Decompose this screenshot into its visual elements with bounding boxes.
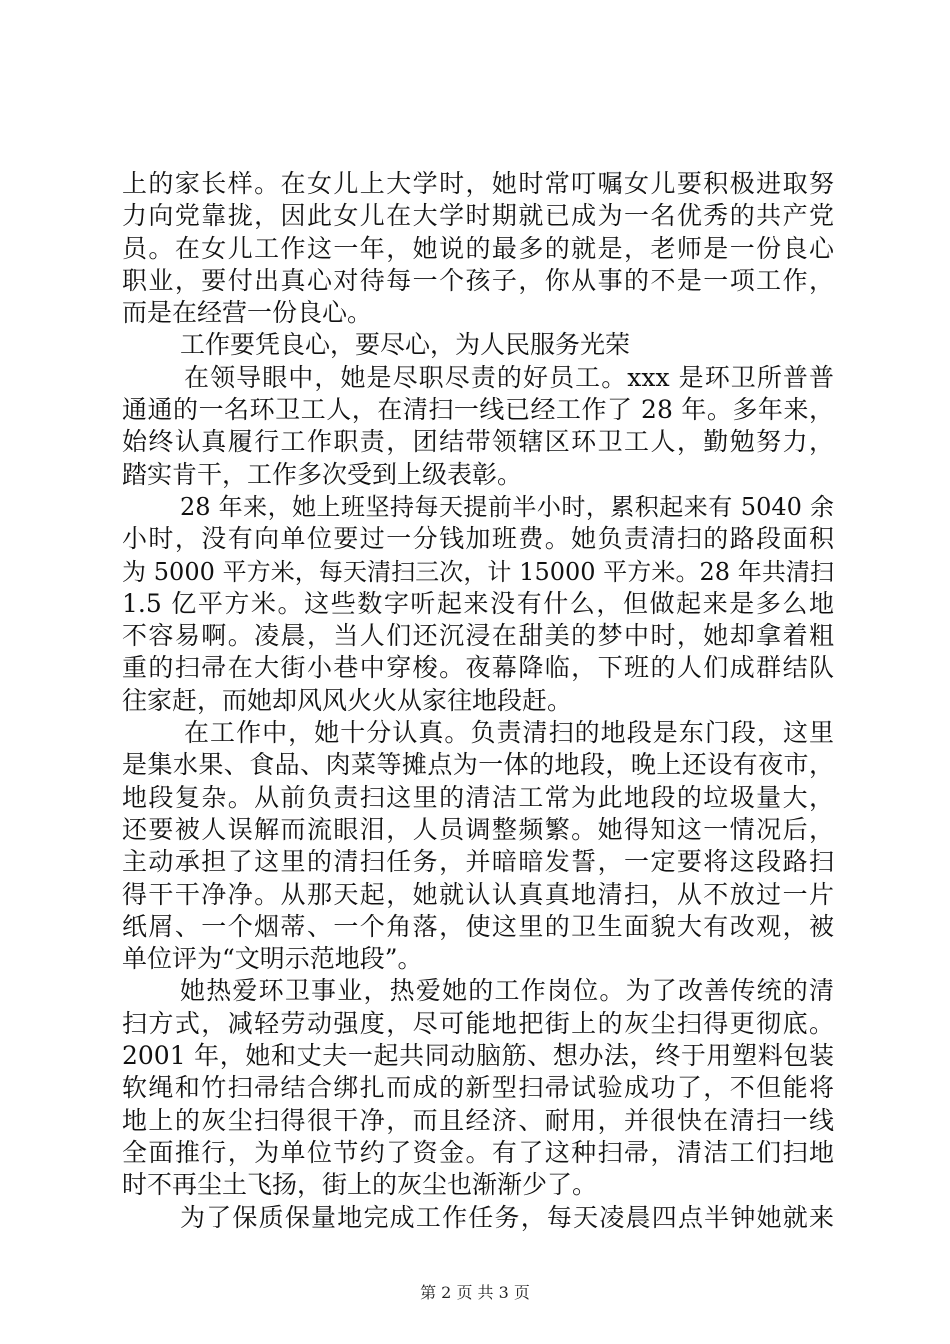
text-line: 力向党靠拢，因此女儿在大学时期就已成为一名优秀的共产党 — [122, 201, 834, 231]
text-line: 往家赶，而她却风风火火从家往地段赶。 — [122, 685, 573, 715]
text-line: 还要被人误解而流眼泪，人员调整频繁。她得知这一情况后， — [122, 814, 834, 844]
text-line: 为了保质保量地完成工作任务，每天凌晨四点半钟她就来 — [180, 1202, 834, 1232]
text-line: 1.5 亿平方米。这些数字听起来没有什么，但做起来是多么地 — [122, 588, 834, 618]
text-line: 重的扫帚在大街小巷中穿梭。夜幕降临，下班的人们成群结队 — [122, 653, 834, 683]
text-line: 地段复杂。从前负责扫这里的清洁工常为此地段的垃圾量大， — [122, 782, 834, 812]
text-line: 全面推行，为单位节约了资金。有了这种扫帚，清洁工们扫地 — [122, 1137, 834, 1167]
text-line: 是集水果、食品、肉菜等摊点为一体的地段，晚上还设有夜市， — [122, 750, 834, 780]
text-line: 通通的一名环卫工人，在清扫一线已经工作了 28 年。多年来， — [122, 395, 834, 425]
text-line: 为 5000 平方米，每天清扫三次，计 15000 平方米。28 年共清扫 — [122, 557, 834, 586]
text-line: 28 年来，她上班坚持每天提前半小时，累积起来有 5040 余 — [180, 492, 834, 521]
text-line: 员。在女儿工作这一年，她说的最多的就是，老师是一份良心 — [122, 233, 834, 263]
text-line: 始终认真履行工作职责，团结带领辖区环卫工人，勤勉努力， — [122, 427, 834, 457]
page-footer: 第 2 页 共 3 页 — [420, 1283, 530, 1302]
text-line: 纸屑、一个烟蒂、一个角落，使这里的卫生面貌大有改观，被 — [122, 911, 834, 941]
text-line: 她热爱环卫事业，热爱她的工作岗位。为了改善传统的清 — [180, 976, 834, 1006]
text-line: 扫方式，减轻劳动强度，尽可能地把街上的灰尘扫得更彻底。 — [122, 1008, 834, 1038]
text-line: 职业，要付出真心对待每一个孩子，你从事的不是一项工作， — [122, 265, 834, 295]
text-line: 而是在经营一份良心。 — [122, 298, 373, 328]
text-line: 时不再尘土飞扬，街上的灰尘也渐渐少了。 — [122, 1170, 598, 1200]
text-line: 软绳和竹扫帚结合绑扎而成的新型扫帚试验成功了，不但能将 — [122, 1073, 834, 1103]
body-text — [122, 168, 834, 1234]
text-line: 单位评为“文明示范地段”。 — [122, 944, 423, 974]
text-line: 主动承担了这里的清扫任务，并暗暗发誓，一定要将这段路扫 — [122, 847, 834, 877]
text-line: 上的家长样。在女儿上大学时，她时常叮嘱女儿要积极进取努 — [122, 169, 834, 198]
text-line: 工作要凭良心，要尽心，为人民服务光荣 — [180, 330, 631, 360]
text-line: 地上的灰尘扫得很干净，而且经济、耐用，并很快在清扫一线 — [122, 1105, 834, 1135]
text-line: 踏实肯干，工作多次受到上级表彰。 — [122, 459, 523, 489]
text-line: 得干干净净。从那天起，她就认认真真地清扫，从不放过一片 — [122, 879, 834, 909]
text-line: 不容易啊。凌晨，当人们还沉浸在甜美的梦中时，她却拿着粗 — [122, 621, 834, 651]
text-line: 2001 年，她和丈夫一起共同动脑筋、想办法，终于用塑料包装 — [122, 1041, 834, 1071]
text-line: 在领导眼中，她是尽职尽责的好员工。xxx 是环卫所普普 — [184, 362, 834, 392]
text-line: 小时，没有向单位要过一分钱加班费。她负责清扫的路段面积 — [122, 524, 834, 554]
text-line: 在工作中，她十分认真。负责清扫的地段是东门段，这里 — [184, 718, 834, 748]
